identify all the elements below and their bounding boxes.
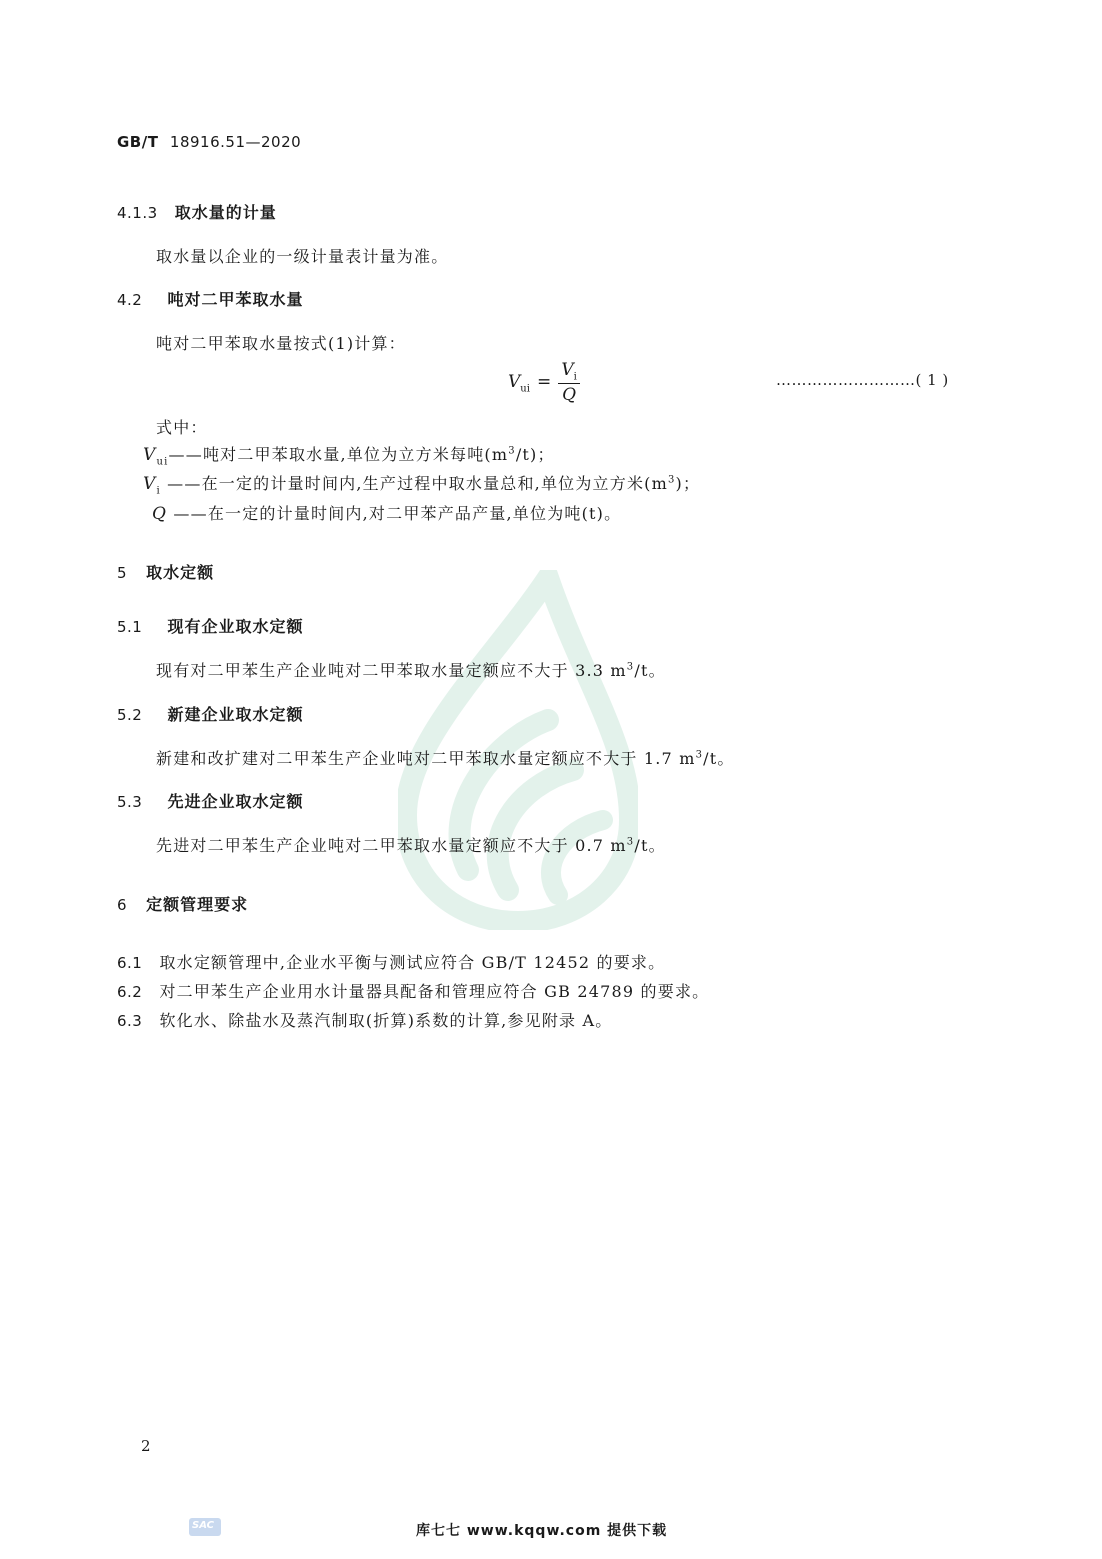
section-4-1-3-heading bbox=[117, 200, 277, 223]
section-number: 5 bbox=[117, 564, 128, 582]
definition-q bbox=[152, 501, 621, 524]
section-title: 新建企业取水定额 bbox=[167, 705, 304, 724]
section-5-heading bbox=[117, 560, 214, 583]
section-6-3 bbox=[117, 1008, 612, 1031]
standard-prefix: GB/T bbox=[117, 133, 159, 151]
definition-text: 在一定的计量时间内,对二甲苯产品产量,单位为吨(t)。 bbox=[207, 504, 622, 523]
section-text: 软化水、除盐水及蒸汽制取(折算)系数的计算,参见附录 A。 bbox=[159, 1011, 613, 1030]
formula-numerator: $V_i$ bbox=[558, 360, 579, 384]
section-5-1-heading bbox=[117, 614, 303, 637]
formula-leader-dots: ……………………… bbox=[776, 371, 916, 389]
definition-dash: —— bbox=[160, 474, 202, 493]
section-number: 6.2 bbox=[117, 983, 143, 1001]
section-5-2-heading bbox=[117, 702, 303, 725]
section-title: 先进企业取水定额 bbox=[167, 792, 304, 811]
section-number: 4.2 bbox=[117, 291, 143, 309]
section-title: 吨对二甲苯取水量 bbox=[167, 290, 304, 309]
formula-equals: = bbox=[537, 372, 552, 393]
section-title: 取水量的计量 bbox=[174, 203, 277, 222]
section-number: 6.1 bbox=[117, 954, 143, 972]
section-number: 5.1 bbox=[117, 618, 143, 636]
definition-text: 在一定的计量时间内,生产过程中取水量总和,单位为立方米(m bbox=[201, 474, 668, 493]
section-number: 5.2 bbox=[117, 706, 143, 724]
section-number: 6 bbox=[117, 896, 128, 914]
section-number: 4.1.3 bbox=[117, 204, 158, 222]
sac-logo-text: SAC bbox=[192, 1520, 214, 1531]
standard-number: 18916.51—2020 bbox=[169, 133, 302, 151]
formula bbox=[508, 360, 580, 405]
section-5-1-text: 现有对二甲苯生产企业吨对二甲苯取水量定额应不大于 3.3 $m^3/t$。 bbox=[156, 661, 666, 680]
section-4-1-3-text: 取水量以企业的一级计量表计量为准。 bbox=[156, 247, 449, 266]
section-title: 定额管理要求 bbox=[146, 895, 249, 914]
section-title: 现有企业取水定额 bbox=[167, 617, 304, 636]
definition-vui: $V_{ui}——$吨对二甲苯取水量,单位为立方米每吨$(m^3/t)$； bbox=[143, 445, 555, 468]
section-6-2 bbox=[117, 979, 709, 1002]
page-number: 2 bbox=[141, 1437, 151, 1455]
section-5-3-heading bbox=[117, 789, 303, 812]
sac-logo-icon bbox=[188, 1515, 222, 1539]
definition-dash: —— bbox=[167, 504, 208, 523]
formula-denominator: Q bbox=[562, 385, 577, 406]
standard-code bbox=[117, 133, 301, 151]
definition-text: 吨对二甲苯取水量,单位为立方米每吨(m bbox=[202, 445, 509, 464]
formula-lhs: $V_{ui}$ bbox=[508, 372, 530, 395]
section-title: 取水定额 bbox=[146, 563, 215, 582]
definition-variable: $V_{ui}$ bbox=[143, 445, 169, 468]
section-text: 对二甲苯生产企业用水计量器具配备和管理应符合 GB 24789 的要求。 bbox=[159, 982, 710, 1001]
definition-variable: Q bbox=[152, 504, 168, 524]
section-5-2-text: 新建和改扩建对二甲苯生产企业吨对二甲苯取水量定额应不大于 1.7 $m^3/t$。 bbox=[156, 749, 735, 768]
section-6-1 bbox=[117, 950, 665, 973]
section-4-2-intro: 吨对二甲苯取水量按式(1)计算： bbox=[156, 334, 406, 353]
footer-download-text: 库七七 www.kqqw.com 提供下载 bbox=[416, 1523, 668, 1539]
section-5-3-text: 先进对二甲苯生产企业吨对二甲苯取水量定额应不大于 0.7 $m^3/t$。 bbox=[156, 836, 666, 855]
section-6-heading bbox=[117, 892, 248, 915]
section-4-2-heading bbox=[117, 287, 303, 310]
definition-variable: $V_i$ bbox=[143, 474, 161, 497]
section-number: 5.3 bbox=[117, 793, 143, 811]
definition-vi: $V_i$ ——在一定的计量时间内,生产过程中取水量总和,单位为立方米$(m^3)$； bbox=[143, 474, 701, 497]
section-text: 取水定额管理中,企业水平衡与测试应符合 GB/T 12452 的要求。 bbox=[159, 953, 666, 972]
formula-fraction bbox=[558, 360, 579, 405]
section-number: 6.3 bbox=[117, 1012, 143, 1030]
where-label: 式中： bbox=[156, 418, 208, 437]
formula-number bbox=[776, 371, 949, 389]
definition-dash: —— bbox=[168, 445, 203, 464]
formula-label: ( 1 ) bbox=[915, 371, 949, 389]
